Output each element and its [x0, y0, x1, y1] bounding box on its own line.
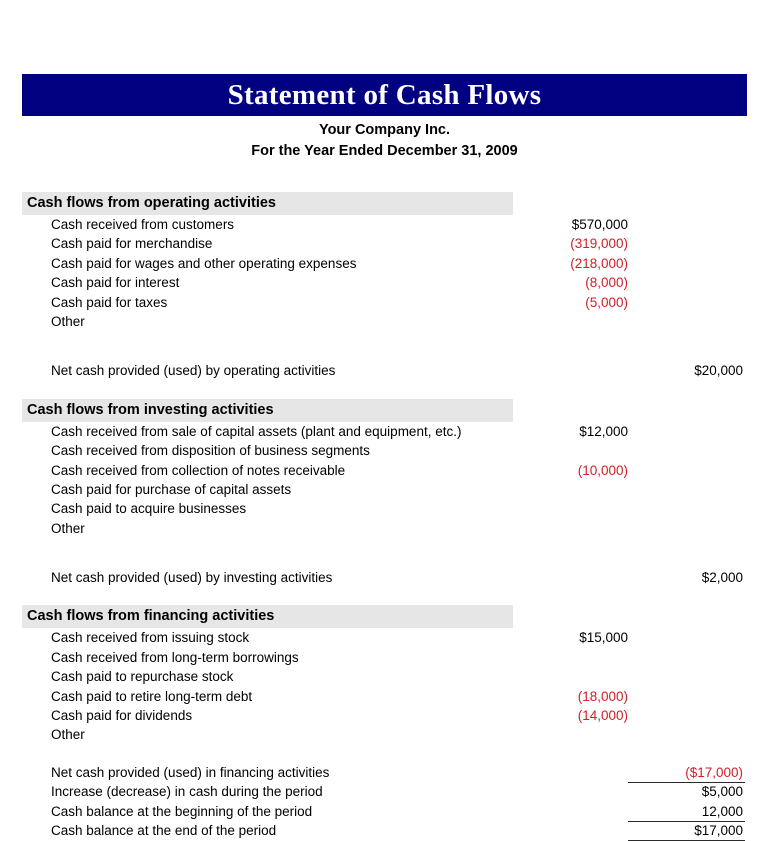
line-item — [22, 461, 747, 480]
line-item-value: (8,000) — [585, 275, 628, 291]
section-total-value: $20,000 — [694, 363, 743, 379]
section-financing-activities — [22, 605, 747, 744]
summary-block — [22, 763, 747, 841]
section-header-operating: Cash flows from operating activities — [22, 192, 513, 215]
line-item-label: Cash received from disposition of business segments — [51, 443, 370, 459]
line-item-label: Cash received from collection of notes receivable — [51, 462, 346, 478]
line-item — [22, 648, 747, 667]
line-item-value: $570,000 — [571, 217, 628, 232]
line-item — [22, 254, 747, 273]
line-item-label: Cash paid for taxes — [51, 294, 168, 310]
line-item-label: Cash received from sale of capital assets (plant and equipment, etc.) — [51, 423, 462, 439]
statement-body — [22, 192, 747, 840]
line-item-value: (218,000) — [570, 255, 628, 271]
document-subtitle — [22, 120, 747, 162]
line-item — [22, 293, 747, 312]
line-item — [22, 215, 747, 234]
page-title: Statement of Cash Flows — [227, 78, 542, 111]
section-header-financing: Cash flows from financing activities — [22, 605, 513, 628]
line-item — [22, 687, 747, 706]
summary-label: Net cash provided (used) in financing activities — [51, 764, 330, 780]
summary-row — [22, 802, 747, 821]
line-item-label: Cash paid for wages and other operating expenses — [51, 255, 357, 271]
line-item-value: $15,000 — [579, 630, 628, 646]
summary-row — [22, 782, 747, 801]
line-item-label: Cash paid for interest — [51, 275, 180, 291]
section-header-investing: Cash flows from investing activities — [22, 399, 513, 422]
summary-value-final: $17,000 — [628, 821, 745, 841]
section-total-investing — [22, 568, 747, 587]
line-item — [22, 312, 747, 331]
line-item — [22, 628, 747, 647]
summary-value: ($17,000) — [628, 763, 745, 783]
summary-value: 12,000 — [628, 802, 745, 822]
line-item — [22, 706, 747, 725]
document-title-band — [22, 74, 747, 116]
summary-value: $5,000 — [701, 784, 743, 800]
line-item-value: $12,000 — [579, 423, 628, 439]
section-operating-activities — [22, 192, 747, 381]
section-total-value: $2,000 — [701, 570, 743, 586]
line-item-label: Cash paid for merchandise — [51, 236, 213, 252]
line-item-label: Cash received from long-term borrowings — [51, 649, 299, 665]
line-item-label: Cash paid to acquire businesses — [51, 501, 247, 517]
line-item — [22, 667, 747, 686]
summary-row — [22, 763, 747, 782]
summary-label: Increase (decrease) in cash during the period — [51, 784, 323, 800]
line-item-label: Other — [51, 727, 85, 743]
line-item — [22, 499, 747, 518]
section-investing-activities — [22, 399, 747, 588]
line-item-label: Cash paid to repurchase stock — [51, 669, 234, 685]
line-item-label: Cash received from customers — [51, 217, 235, 232]
section-total-label: Net cash provided (used) by operating activities — [51, 363, 336, 379]
line-item-label: Cash received from issuing stock — [51, 630, 250, 646]
summary-label: Cash balance at the end of the period — [51, 822, 277, 838]
reporting-period: For the Year Ended December 31, 2009 — [251, 143, 518, 159]
line-item-value: (319,000) — [570, 236, 628, 252]
line-item-label: Cash paid for dividends — [51, 708, 193, 724]
line-item — [22, 273, 747, 292]
line-item — [22, 725, 747, 744]
section-total-label: Net cash provided (used) by investing activities — [51, 570, 333, 586]
subtotal-rule-operating — [22, 331, 747, 347]
line-item-value: (10,000) — [577, 462, 628, 478]
summary-label: Cash balance at the beginning of the period — [51, 803, 313, 819]
line-item — [22, 519, 747, 538]
line-item-label: Cash paid to retire long-term debt — [51, 688, 253, 704]
line-item — [22, 441, 747, 460]
section-total-operating — [22, 361, 747, 380]
line-item-label: Other — [51, 520, 85, 536]
summary-row — [22, 821, 747, 840]
line-item-value: (5,000) — [585, 294, 628, 310]
line-item-label: Other — [51, 313, 85, 329]
line-item — [22, 234, 747, 253]
subtotal-rule-investing — [22, 538, 747, 554]
line-item-value: (18,000) — [577, 688, 628, 704]
line-item — [22, 480, 747, 499]
line-item-value: (14,000) — [577, 708, 628, 724]
line-item-label: Cash paid for purchase of capital assets — [51, 481, 292, 497]
company-name: Your Company Inc. — [318, 122, 451, 138]
line-item — [22, 422, 747, 441]
